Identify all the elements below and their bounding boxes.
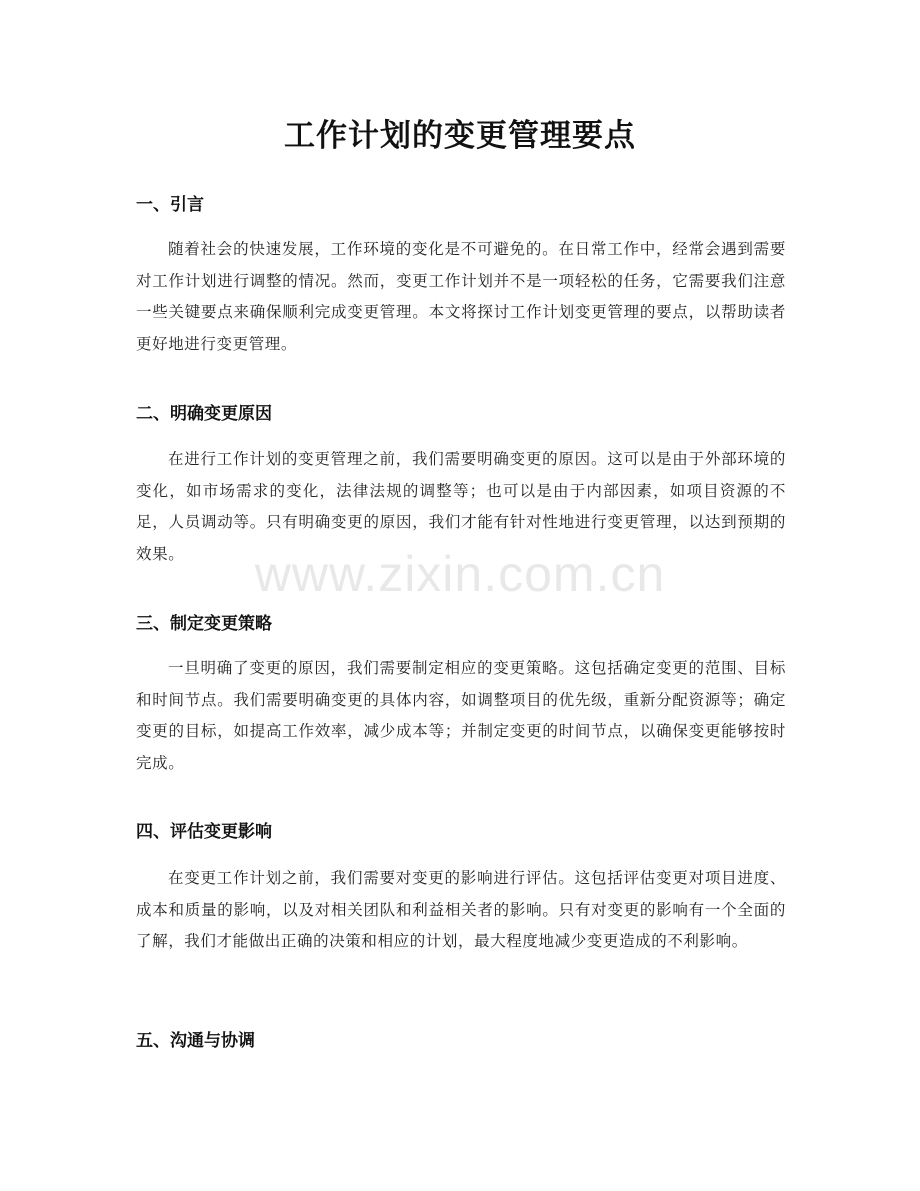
section-paragraph-change-strategy: 一旦明确了变更的原因，我们需要制定相应的变更策略。这包括确定变更的范围、目标和时间节点。我们需要明确变更的具体内容，如调整项目的优先级，重新分配资源等；确定变更的目标，如提高工作效率，减少成本等；并制定变更的时间节点，以确保变更能够按时完成。 [136,659,786,772]
section-paragraph-change-impact: 在变更工作计划之前，我们需要对变更的影响进行评估。这包括评估变更对项目进度、成本和质量的影响，以及对相关团队和利益相关者的影响。只有对变更的影响有一个全面的了解，我们才能做出正确的决策和相应的计划，最大程度地减少变更造成的不利影响。 [136,869,786,950]
section-heading-communication: 五、沟通与协调 [136,1031,255,1051]
watermark: www.zixin.com.cn [254,546,666,602]
section-heading-change-strategy: 三、制定变更策略 [136,614,272,634]
page-title: 工作计划的变更管理要点 [284,118,636,154]
section-paragraph-introduction: 随着社会的快速发展，工作环境的变化是不可避免的。在日常工作中，经常会遇到需要对工作计划进行调整的情况。然而，变更工作计划并不是一项轻松的任务，它需要我们注意一些关键要点来确保顺利完成变更管理。本文将探讨工作计划变更管理的要点，以帮助读者更好地进行变更管理。 [136,240,786,353]
section-paragraph-change-reason: 在进行工作计划的变更管理之前，我们需要明确变更的原因。这可以是由于外部环境的变化，如市场需求的变化，法律法规的调整等；也可以是由于内部因素，如项目资源的不足，人员调动等。只有明确变更的原因，我们才能有针对性地进行变更管理，以达到预期的效果。 [136,450,786,563]
section-heading-introduction: 一、引言 [136,195,204,215]
section-heading-change-impact: 四、评估变更影响 [136,822,272,842]
section-heading-change-reason: 二、明确变更原因 [136,404,272,424]
